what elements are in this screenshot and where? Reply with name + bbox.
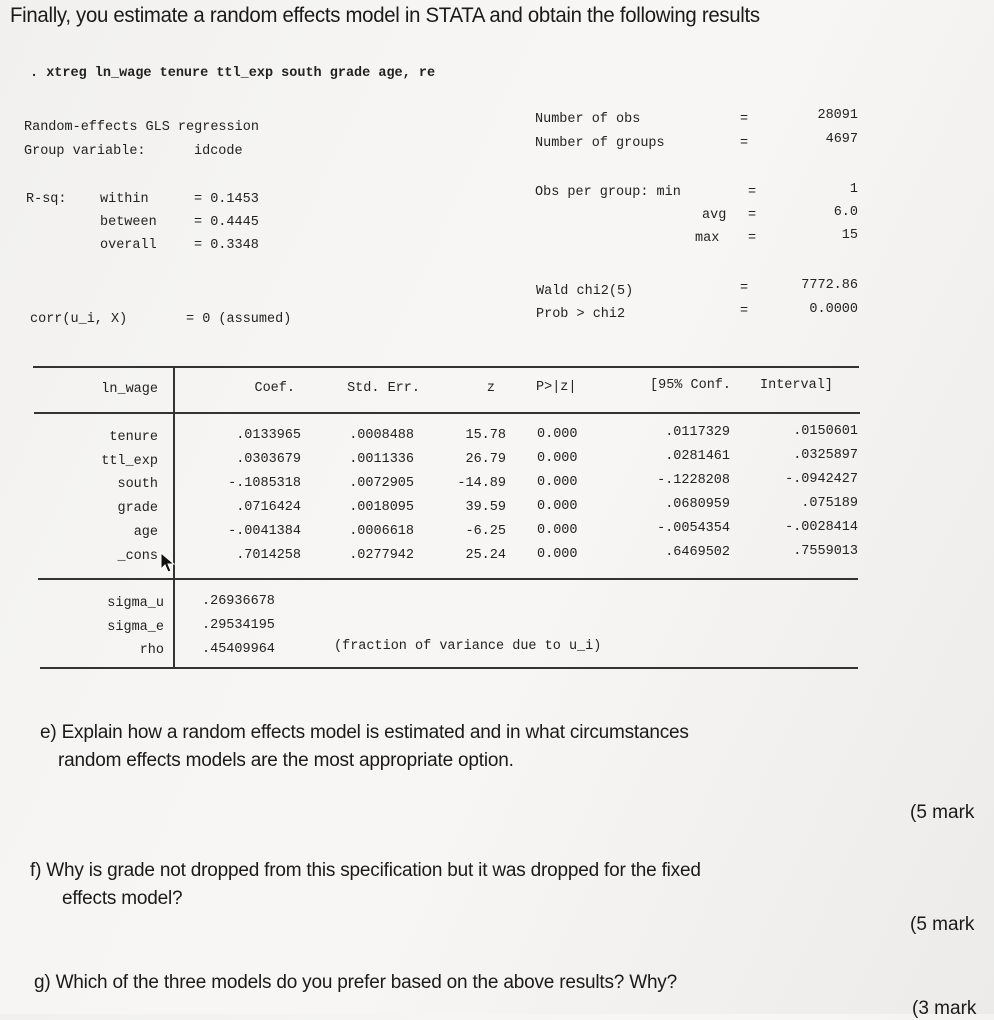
wald-label: Wald chi2(5)	[536, 284, 634, 299]
obs-avg-label: avg	[702, 208, 727, 223]
question-f-line2: effects model?	[62, 888, 183, 909]
row-se: .0018095	[349, 500, 414, 515]
row-ci-hi: .0325897	[793, 448, 858, 463]
row-coef: .0716424	[236, 500, 301, 515]
row-p: 0.000	[537, 499, 578, 514]
row-p: 0.000	[537, 523, 578, 538]
equals-sign: =	[740, 112, 749, 127]
variance-value: .26936678	[202, 594, 275, 609]
model-title: Random-effects GLS regression	[24, 120, 259, 135]
row-se: .0006618	[349, 524, 414, 539]
row-ci-lo: -.1228208	[657, 473, 730, 488]
table-separator	[173, 367, 175, 667]
equals-sign: =	[748, 208, 757, 223]
nobs-label: Number of obs	[535, 112, 641, 127]
row-ci-hi: -.0942427	[785, 472, 858, 487]
nobs-value: 28091	[817, 108, 858, 123]
obs-avg-value: 6.0	[833, 205, 858, 220]
col-p-header: P>|z|	[536, 380, 577, 395]
row-z: -14.89	[457, 476, 506, 491]
wald-value: 7772.86	[801, 278, 858, 293]
variance-var: rho	[139, 643, 164, 658]
question-e-marks: (5 mark	[910, 802, 975, 823]
col-ci-hi-header: Interval]	[760, 378, 833, 393]
question-e-line1: e) Explain how a random effects model is estimated and in what circumstances	[40, 722, 689, 743]
table-mid-rule	[38, 578, 858, 580]
table-top-rule	[33, 366, 859, 368]
obs-max-label: max	[695, 231, 720, 246]
question-g-marks: (3 mark	[912, 998, 977, 1019]
row-coef: -.0041384	[228, 524, 301, 539]
rsq-within-value: = 0.1453	[194, 192, 259, 207]
col-z-header: z	[486, 381, 495, 396]
equals-sign: =	[740, 304, 749, 319]
row-ci-hi: .075189	[801, 496, 858, 511]
row-z: 26.79	[465, 452, 506, 467]
row-ci-hi: -.0028414	[785, 520, 858, 535]
rsq-overall-label: overall	[100, 238, 157, 253]
obs-min-value: 1	[849, 182, 858, 197]
row-z: 15.78	[465, 428, 506, 443]
depvar-header: ln_wage	[101, 382, 158, 397]
variance-value: .45409964	[202, 642, 275, 657]
row-ci-hi: .0150601	[793, 424, 858, 439]
row-var: _cons	[117, 549, 158, 564]
row-ci-lo: .6469502	[665, 545, 730, 560]
rsq-between-value: = 0.4445	[194, 215, 259, 230]
row-coef: .7014258	[236, 548, 301, 563]
row-var: south	[117, 477, 158, 492]
row-z: -6.25	[465, 524, 506, 539]
row-coef: .0303679	[236, 452, 301, 467]
row-var: ttl_exp	[101, 454, 158, 469]
intro-text: Finally, you estimate a random effects model in STATA and obtain the following results	[10, 4, 760, 27]
row-coef: -.1085318	[228, 476, 301, 491]
equals-sign: =	[748, 231, 757, 246]
row-var: grade	[117, 501, 158, 516]
variance-note: (fraction of variance due to u_i)	[334, 639, 602, 654]
col-ci-lo-header: [95% Conf.	[650, 378, 732, 393]
row-p: 0.000	[537, 451, 578, 466]
variance-var: sigma_e	[107, 620, 164, 635]
row-coef: .0133965	[236, 428, 301, 443]
ngroups-label: Number of groups	[535, 136, 665, 151]
row-p: 0.000	[537, 475, 578, 490]
row-z: 25.24	[465, 548, 506, 563]
obs-max-value: 15	[841, 228, 858, 243]
variance-value: .29534195	[202, 618, 275, 633]
col-se-header: Std. Err.	[347, 381, 420, 396]
stata-command: . xtreg ln_wage tenure ttl_exp south grade age, re	[30, 66, 436, 81]
question-e-line2: random effects models are the most appropriate option.	[58, 750, 514, 771]
row-se: .0011336	[349, 452, 414, 467]
row-ci-lo: .0680959	[665, 497, 730, 512]
equals-sign: =	[740, 281, 749, 296]
question-f-line1: f) Why is grade not dropped from this specification but it was dropped for the fixed	[30, 860, 701, 881]
table-header-rule	[34, 412, 860, 414]
obs-per-group-label: Obs per group: min	[535, 185, 681, 200]
row-p: 0.000	[537, 547, 578, 562]
variance-var: sigma_u	[107, 596, 164, 611]
mouse-cursor-icon	[160, 552, 176, 574]
group-variable-label: Group variable:	[24, 144, 146, 159]
row-ci-lo: .0281461	[665, 449, 730, 464]
corr-label: corr(u_i, X)	[30, 312, 128, 327]
corr-value: = 0 (assumed)	[186, 312, 292, 327]
prob-label: Prob > chi2	[536, 307, 626, 322]
row-ci-hi: .7559013	[793, 544, 858, 559]
question-f-marks: (5 mark	[910, 914, 975, 935]
equals-sign: =	[748, 185, 757, 200]
rsq-between-label: between	[100, 215, 157, 230]
row-var: age	[133, 525, 158, 540]
group-variable-value: idcode	[194, 144, 243, 159]
col-coef-header: Coef.	[254, 381, 295, 396]
row-se: .0008488	[349, 428, 414, 443]
question-g-line1: g) Which of the three models do you prefer based on the above results? Why?	[34, 972, 677, 993]
row-p: 0.000	[537, 427, 578, 442]
row-z: 39.59	[465, 500, 506, 515]
table-bottom-rule	[40, 667, 858, 669]
row-se: .0277942	[349, 548, 414, 563]
rsq-within-label: within	[100, 192, 149, 207]
row-ci-lo: -.0054354	[657, 521, 730, 536]
row-var: tenure	[109, 430, 158, 445]
rsq-label: R-sq:	[26, 192, 67, 207]
prob-value: 0.0000	[809, 302, 858, 317]
rsq-overall-value: = 0.3348	[194, 238, 259, 253]
equals-sign: =	[740, 136, 749, 151]
row-ci-lo: .0117329	[665, 425, 730, 440]
row-se: .0072905	[349, 476, 414, 491]
ngroups-value: 4697	[825, 132, 858, 147]
